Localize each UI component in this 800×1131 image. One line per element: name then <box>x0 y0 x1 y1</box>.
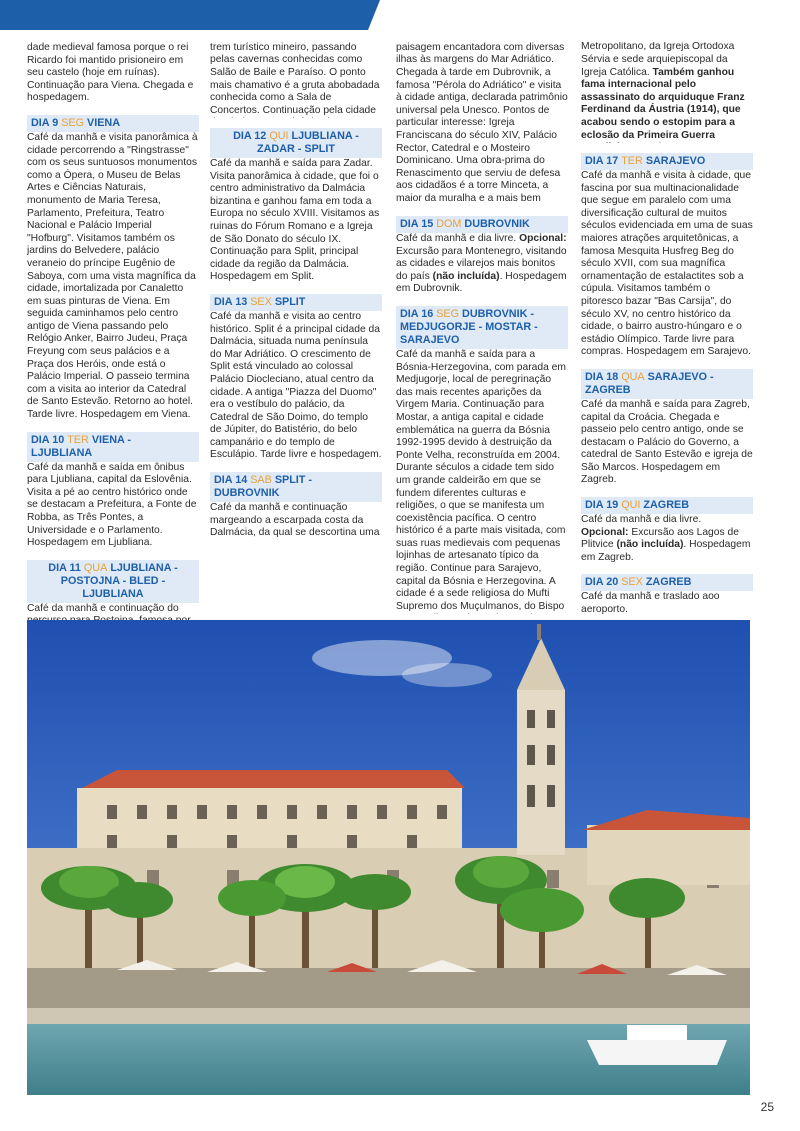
day-title: ZAGREB <box>643 499 689 512</box>
day-weekday: QUI <box>621 499 641 512</box>
day-number: DIA 20 <box>585 576 619 589</box>
day-title: ZAGREB <box>645 576 692 589</box>
day-13-header <box>210 294 382 311</box>
top-accent-bar <box>0 0 380 30</box>
day-15-optional-text: Excursão para Montenegro, visitando as cidades e vilarejos mais bonitos do país <box>396 245 567 282</box>
day-14-text-body: Café da manhã e continuação margeando a escarpada costa da Dalmácia, da qual se descortina uma <box>210 502 380 539</box>
day-20-header <box>581 574 753 591</box>
day-number: DIA 18 <box>585 370 619 383</box>
day-number: DIA 15 <box>400 218 434 230</box>
day-title: SARAJEVO - ZAGREB <box>585 370 714 396</box>
day-15-text <box>396 233 568 296</box>
day-title: DUBROVNIK - MEDJUGORJE - MOSTAR - SARAJEVO <box>400 307 538 346</box>
day-weekday: QUA <box>621 370 645 383</box>
day-11-text-continued <box>210 42 382 118</box>
day-title: SPLIT - DUBROVNIK <box>214 474 313 500</box>
day-16-continued-wrap <box>581 42 753 143</box>
day-number: DIA 14 <box>214 474 248 487</box>
itinerary-column-3 <box>396 42 568 614</box>
day-19-text <box>581 514 753 564</box>
optional-label: Opcional: <box>581 526 629 538</box>
optional-label: Opcional: <box>519 233 567 244</box>
day-10-header <box>27 432 199 462</box>
day-number: DIA 13 <box>214 295 248 308</box>
day-title: VIENA <box>87 116 121 129</box>
page-number: 25 <box>760 1100 774 1114</box>
day-15-text-post: . Hospedagem em Dubrovnik. <box>396 270 567 295</box>
day-weekday: QUI <box>269 130 289 142</box>
day-weekday: QUA <box>83 561 108 574</box>
day-9-header <box>27 115 199 132</box>
day-16-text-end <box>623 142 690 143</box>
itinerary-column-2 <box>210 42 382 540</box>
day-weekday: SEX <box>621 576 643 589</box>
day-15-header <box>396 216 568 233</box>
day-15-text-pre: Café da manhã e dia livre. <box>396 233 520 244</box>
day-19-optional-text: Excursão aos Lagos de Plitvice <box>581 526 739 551</box>
day-19-header <box>581 497 753 514</box>
day-16-text-body: Café da manhã e saída para a Bósnia-Herzegovina, com parada em Medjugorje, local de peregrinação das mais recentes aparições da Virgem Maria. Continuação para Mostar, a antiga capital e cidade emblemática na guerra da Bósnia 1992-1995 devido à destruição da Ponte Velha, reconstruída em 2004. Durante séculos a cidade tem sido um grande caldeirão em que se fundem diferentes culturas e religiões, o que se manifesta um coexistência pacífica. O centro histórico é a parte mais visitada, com suas ruas medievais com pequenas lojinhas de artesanato típico da região. Continue para Sarajevo, capital da Bósnia e Herzegovina. A cidade é a sede religiosa do Mufti Supremo dos Muçulmanos, do Bispo <box>396 348 566 612</box>
day-weekday: SEG <box>436 307 460 320</box>
day-weekday: SEX <box>250 295 272 308</box>
day-18-header <box>581 369 753 399</box>
day-10-text: Café da manhã e saída em ônibus para Ljubliana, capital da Eslovênia. Visita a pé ao centro histórico onde se destacam a Prefeitura, a Fonte de Robba, as Três Pontes, a Universidade e o Parlamento. Hospedagem em Ljubliana. <box>27 461 197 549</box>
day-weekday: SEG <box>61 116 85 129</box>
day-18-text: Café da manhã e saída para Zagreb, capital da Croácia. Chegada e passeio pelo centro antigo, onde se destacam o Palácio do Governo, a catedral de Santo Estevão e igreja de São Marcos. Hospedagem em Zagreb. <box>581 398 753 486</box>
day-9-text: Café da manhã e visita panorâmica à cidade percorrendo a "Ringstrasse" com os seus suntuosos monumentos como a Ópera, o Museu de Belas Artes e Ciências Naturais, monumento de Maria Teresa, Parlamento, Prefeitura, Teatro Nacional e Palácio Imperial "Hofburg". Visitamos também os jardins do Belvedere, palácio veraneio do príncipe Eugênio de Saboya, com uma vista magnífica da cidade, imortalizada por Canaletto em suas pinturas de Viena. Em seguida caminhamos pelo centro antigo de Viena passando pelo Relógio Anker, Bairro Judeu, Praça Freyung com seus palácios e a Praça dos Heróis, onde está o Palácio Imperial. O passeio termina com a visita ao interior da Catedral de Santo Estevão. Retorno ao hotel. Tarde livre. Hospedagem em Viena. <box>27 131 198 421</box>
day-14-text-continued <box>396 42 568 206</box>
day-20-text: Café da manhã e traslado aoo aeroporto. <box>581 591 720 616</box>
day-14-continued-text: paisagem encantadora com diversas ilhas às margens do Mar Adriático. Chegada à tarde em Dubrovnik, a famosa "Pérola do Adriático" e visita à cidade antiga, declarada patrimônio universal pela Unesco. Pontos de particular interesse: Igreja Franciscana do século XIV, Palácio Rector, Catedral e o Mosteiro Dominicano. Uma obra-prima do Renascimento que serviu de defesa aos cidadãos é a torre Minceta, a maior da muralha e a mais bem <box>396 42 568 204</box>
day-16-bold-text: Também ganhou fama internacional pelo assassinato do arquiduque Franz Ferdinand da Áustria (1914), que acabou sendo o estopim para a eclosão da Primeira Guerra <box>581 66 745 141</box>
day-number: DIA 17 <box>585 155 619 167</box>
day-16-continued-text: Metropolitano, da Igreja Ortodoxa Sérvia e sede arquiepiscopal da Igreja Católica. <box>581 42 735 78</box>
intro-text: dade medieval famosa porque o rei Ricardo foi mantido prisioneiro em seu castelo (hoje em ruínas). Continuação para Viena. Chegada e hospedagem. <box>27 42 194 104</box>
day-14-header <box>210 472 382 502</box>
day-17-header <box>581 153 753 170</box>
day-title: VIENA - LJUBLIANA <box>31 433 132 459</box>
day-19-text-post: . Hospedagem em Zagreb. <box>581 539 751 563</box>
day-11-text: Café da manhã e continuação do <box>27 602 179 614</box>
day-title: DUBROVNIK <box>464 218 530 230</box>
split-waterfront-photo <box>27 620 750 1095</box>
day-number: DIA 16 <box>400 307 434 320</box>
day-number: DIA 9 <box>31 116 59 129</box>
day-16-header <box>396 306 568 349</box>
not-included-note: (não incluída) <box>616 539 684 551</box>
day-14-text <box>210 502 382 540</box>
day-weekday: TER <box>67 433 89 446</box>
day-19-text-pre: Café da manhã e dia livre. <box>581 514 702 526</box>
day-16-text <box>396 349 568 614</box>
day-11-continued-text: trem turístico mineiro, passando pelas cavernas conhecidas como Salão de Baile e Paraíso. O ponto mais chamativo é a gruta abobadada conhecida como a Sala de Concertos. Continuação pela cidade <box>210 42 380 116</box>
day-title: SARAJEVO <box>645 155 706 167</box>
itinerary-column-4 <box>581 42 753 617</box>
day-title: SPLIT <box>274 295 306 308</box>
day-16-text-continued <box>581 42 753 143</box>
day-number: DIA 12 <box>233 130 267 142</box>
day-weekday: DOM <box>436 218 462 230</box>
day-number: DIA 19 <box>585 499 619 512</box>
day-12-header <box>210 128 382 158</box>
itinerary-column-1 <box>27 42 199 641</box>
day-11-header <box>27 560 199 603</box>
not-included-note: (não incluída) <box>432 270 500 282</box>
day-12-text: Café da manhã e saída para Zadar. Visita panorâmica à cidade, que foi o centro administrativo da Dalmácia bizantina e ganhou fama em toda a Europa no século XVIII. Visitamos as ruinas do Fórum Romano e a Igreja de São Donato do século IX. Continuação para Split, principal cidade da região da Dalmácia. Hospedagem em Split. <box>210 158 380 283</box>
day-13-text: Café da manhã e visita ao centro histórico. Split é a principal cidade da Dalmácia, situada numa península do Mar Adriático. O crescimento de Split está vinculado ao colossal Palácio Diocleciano, atual centro da cidade. A antiga "Piazza del Duomo" era o vestíbulo do palácio, da Catedral de São Doimo, do templo de Júpiter, do Batistério, do belo campanário e do templo de Esculápio. Tarde livre e hospedagem. <box>210 310 382 461</box>
day-title: LJUBLIANA - POSTOJNA - BLED - LJUBLIANA <box>60 561 178 600</box>
day-number: DIA 10 <box>31 433 65 446</box>
day-weekday: SAB <box>250 474 272 487</box>
day-weekday: TER <box>621 155 643 167</box>
day-number: DIA 11 <box>48 561 81 574</box>
day-17-text: Café da manhã e visita à cidade, que fascina por sua multinacionalidade que segue em paralelo com uma diversificação cultural de muitos séculos evidenciada em uma de suas maiores atrações arquitetônicas, a famosa Mesquita Husfreg Beg do século XVII, com sua magnífica ornamentação de estalactites sob a cúpula. Visitamos também o pitoresco bazar "Bas Carsija", do século XV, no centro histórico da cidade, o bairro austro-húngaro e o estádio Olímpico. Tarde livre para compras. Hospedagem em Sarajevo. <box>581 170 753 358</box>
day-title: LJUBLIANA - ZADAR - SPLIT <box>257 130 359 155</box>
